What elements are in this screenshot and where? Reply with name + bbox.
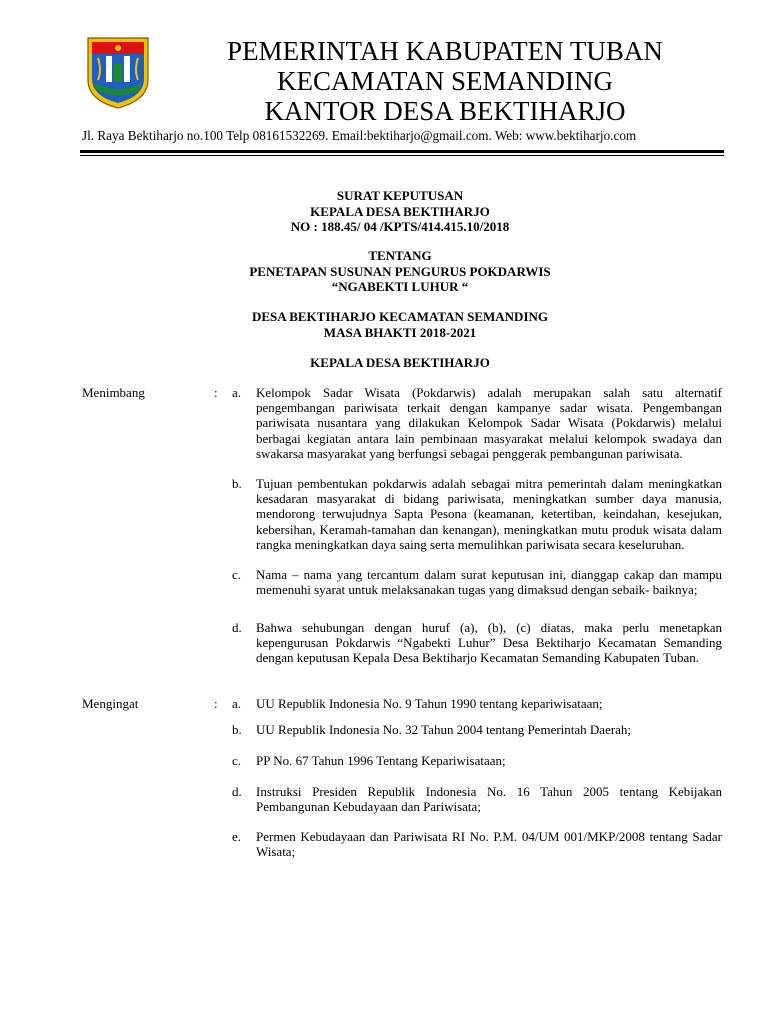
item-letter: c.	[232, 753, 242, 768]
item-text: UU Republik Indonesia No. 32 Tahun 2004 tentang Pemerintah Daerah;	[256, 722, 632, 737]
item-text: Permen Kebudayaan dan Pariwisata RI No. P.M. 04/UM 001/MKP/2008 tentang Sadar Wisata;	[256, 829, 722, 860]
menimbang-label: Menimbang	[82, 385, 145, 400]
decree-head-title: KEPALA DESA BEKTIHARJO	[310, 355, 490, 370]
letterhead-title	[160, 36, 730, 126]
menimbang-colon: :	[214, 385, 218, 400]
mengingat-item-e	[232, 829, 722, 859]
decree-number: NO : 188.45/ 04 /KPTS/414.415.10/2018	[290, 219, 510, 234]
mengingat-colon: :	[214, 696, 218, 711]
mengingat-label: Mengingat	[82, 696, 139, 711]
letterhead-line-2: KECAMATAN SEMANDING	[276, 66, 614, 96]
decree-subject-1: PENETAPAN SUSUNAN PENGURUS POKDARWIS	[249, 263, 551, 279]
mengingat-item-c	[232, 753, 722, 768]
item-letter: a.	[232, 696, 242, 711]
decree-place-2: MASA BHAKTI 2018-2021	[323, 324, 477, 340]
letterhead-line-1: PEMERINTAH KABUPATEN TUBAN	[227, 36, 663, 66]
letterhead-line-3: KANTOR DESA BEKTIHARJO	[264, 96, 626, 126]
item-text: Tujuan pembentukan pokdarwis adalah sebagai mitra pemerintah dalam meningkatkan kesadaran masyarakat di bidang pariwisata, meningkatkan sumber daya manusia, mendorong terwujudnya Sapta Pesona (keamanan, ketertiban, keindahan, kesejukan, kebersihan, Keramah-tamahan dan kenangan), meningkatkan mutu produk wisata dalam rangka meningkatkan daya saing serta memulihkan pariwisata secara keseluruhan.	[256, 476, 722, 552]
item-letter: e.	[232, 829, 242, 844]
item-letter: d.	[232, 784, 242, 799]
decree-about: TENTANG	[368, 248, 432, 263]
item-text: PP No. 67 Tahun 1996 Tentang Kepariwisataan;	[256, 753, 506, 768]
decree-line-2: KEPALA DESA BEKTIHARJO	[310, 203, 490, 219]
item-letter: a.	[232, 385, 242, 400]
letterhead-address: Jl. Raya Bektiharjo no.100 Telp 08161532269. Email:bektiharjo@gmail.com. Web: www.bektiharjo.com	[82, 128, 637, 143]
decree-place-1: DESA BEKTIHARJO KECAMATAN SEMANDING	[251, 309, 549, 324]
mengingat-item-b	[232, 722, 722, 737]
item-text: UU Republik Indonesia No. 9 Tahun 1990 tentang kepariwisataan;	[256, 696, 603, 711]
menimbang-item-b	[232, 476, 722, 552]
item-letter: d.	[232, 620, 242, 635]
decree-head	[160, 355, 640, 371]
item-text: Instruksi Presiden Republik Indonesia No. 16 Tahun 2005 tentang Kebijakan Pembangunan Kebudayaan dan Pariwisata;	[256, 784, 722, 815]
mengingat-item-a	[232, 696, 722, 711]
item-text: Bahwa sehubungan dengan huruf (a), (b), (c) diatas, maka perlu menetapkan kepengurusan Pokdarwis “Ngabekti Luhur” Desa Bektiharjo Kecamatan Semanding dengan keputusan Kepala Desa Bektiharjo Kecamatan Semanding Kabupaten Tuban.	[256, 620, 722, 666]
item-text: Kelompok Sadar Wisata (Pokdarwis) adalah merupakan salah satu alternatif pengembangan pariwisata terkait dengan kampanye sadar wisata. Pengembangan pariwisata nusantara yang dilakukan Kelompok Sadar Wisata (Pokdarwis) melalui berbagai kegiatan antara lain pembinaan masyarakat melalui kelompok swadaya dan swakarsa masyarakat yang berfungsi sebagai penggerak pembangunan pariwisata.	[256, 385, 722, 461]
item-letter: b.	[232, 476, 242, 491]
item-text: Nama – nama yang tercantum dalam surat keputusan ini, dianggap cakap dan mampu memenuhi syarat untuk melaksanakan tugas yang dimaksud dengan sebaik- baiknya;	[256, 567, 722, 598]
letterhead-rule-thick	[80, 150, 724, 153]
mengingat-item-d	[232, 784, 722, 814]
menimbang-item-a	[232, 385, 722, 461]
decree-line-1: SURAT KEPUTUSAN	[336, 188, 464, 203]
item-letter: c.	[232, 567, 242, 582]
menimbang-item-d	[232, 620, 722, 666]
menimbang-item-c	[232, 567, 722, 597]
letterhead-rule-thin	[80, 155, 724, 156]
tuban-regency-emblem	[84, 34, 152, 110]
decree-subject	[160, 248, 640, 295]
decree-place	[160, 309, 640, 340]
decree-header	[160, 188, 640, 235]
item-letter: b.	[232, 722, 242, 737]
decree-subject-2: “NGABEKTI LUHUR “	[331, 279, 469, 294]
